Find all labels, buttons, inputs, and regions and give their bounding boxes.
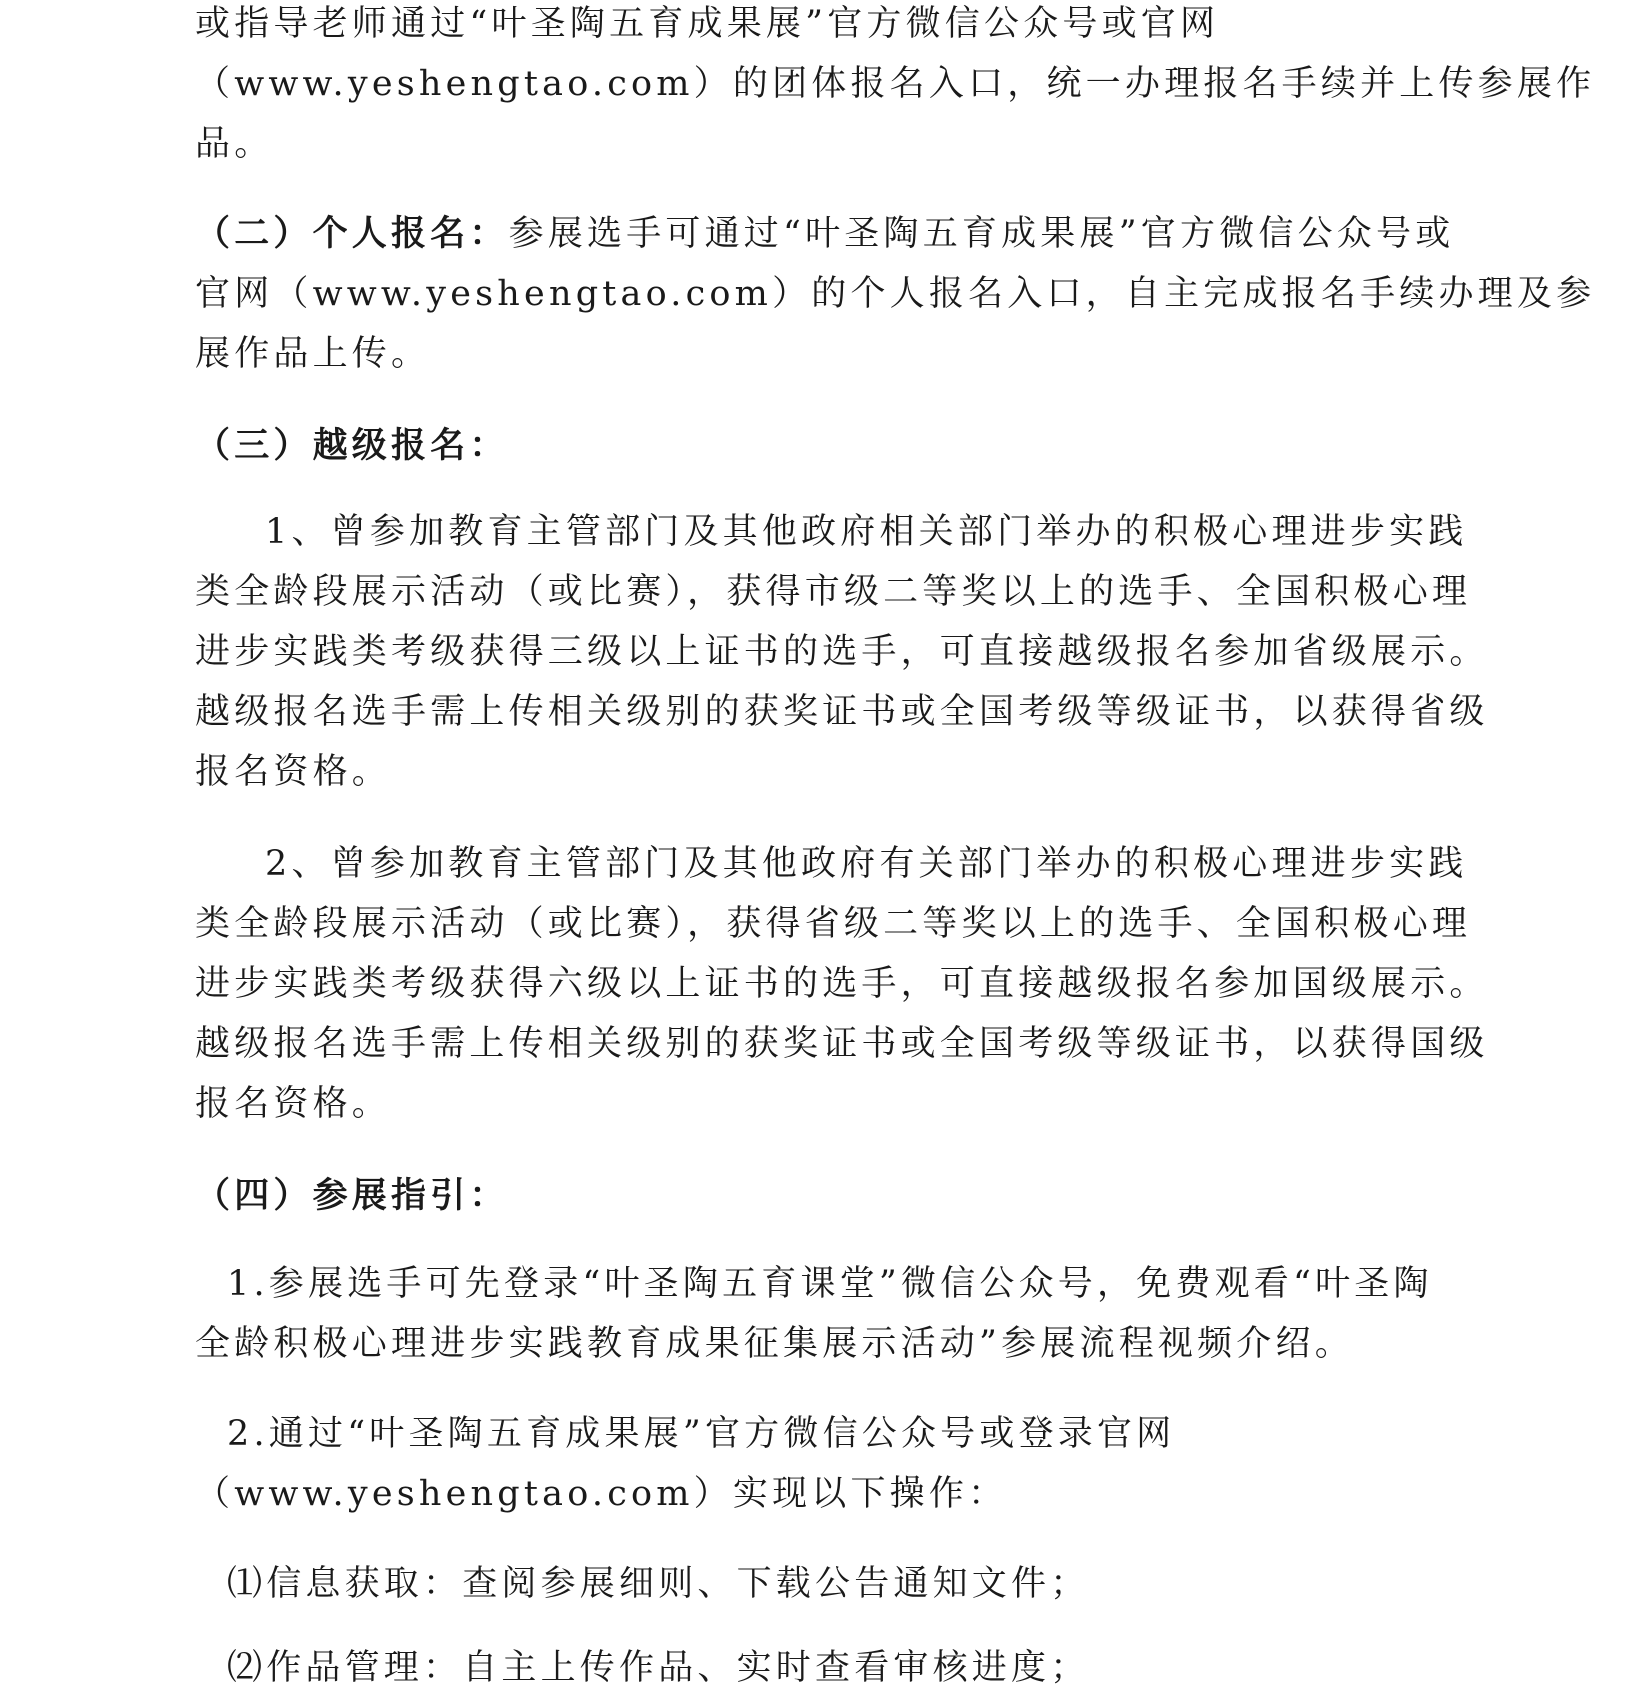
paragraph-line: 2、曾参加教育主管部门及其他政府有关部门举办的积极心理进步实践	[265, 844, 1468, 884]
list-item: ⑵作品管理：自主上传作品、实时查看审核进度；	[227, 1648, 1090, 1688]
paragraph-line: 1、曾参加教育主管部门及其他政府相关部门举办的积极心理进步实践	[265, 512, 1468, 552]
paragraph-line: 进步实践类考级获得三级以上证书的选手，可直接越级报名参加省级展示。	[195, 632, 1489, 672]
section-heading-skip-level: （三）越级报名：	[195, 425, 509, 466]
paragraph-line: 品。	[195, 124, 274, 164]
paragraph-line: 1.参展选手可先登录“叶圣陶五育课堂”微信公众号，免费观看“叶圣陶	[227, 1264, 1433, 1304]
paragraph-line: 或指导老师通过“叶圣陶五育成果展”官方微信公众号或官网	[195, 4, 1220, 44]
paragraph-line: 报名资格。	[195, 1084, 392, 1124]
paragraph-line: 类全龄段展示活动（或比赛），获得省级二等奖以上的选手、全国积极心理	[195, 904, 1472, 944]
section-heading-guidance: （四）参展指引：	[195, 1175, 509, 1216]
paragraph-line: （www.yeshengtao.com）的团体报名入口，统一办理报名手续并上传参展作	[195, 64, 1596, 104]
paragraph-line: 类全龄段展示活动（或比赛），获得市级二等奖以上的选手、全国积极心理	[195, 572, 1472, 612]
paragraph-line: 报名资格。	[195, 752, 392, 792]
paragraph-line: 2.通过“叶圣陶五育成果展”官方微信公众号或登录官网	[227, 1414, 1176, 1454]
paragraph-line: 进步实践类考级获得六级以上证书的选手，可直接越级报名参加国级展示。	[195, 964, 1489, 1004]
paragraph-line: 越级报名选手需上传相关级别的获奖证书或全国考级等级证书，以获得国级	[195, 1024, 1489, 1064]
paragraph-line: 展作品上传。	[195, 334, 431, 374]
paragraph-line: 越级报名选手需上传相关级别的获奖证书或全国考级等级证书，以获得省级	[195, 692, 1489, 732]
personal-registration-text: 参展选手可通过“叶圣陶五育成果展”官方微信公众号或	[508, 214, 1455, 254]
paragraph-line: 官网（www.yeshengtao.com）的个人报名入口，自主完成报名手续办理及参	[195, 274, 1596, 314]
list-item: ⑴信息获取：查阅参展细则、下载公告通知文件；	[227, 1564, 1090, 1604]
personal-registration-line	[195, 213, 1455, 254]
paragraph-line: （www.yeshengtao.com）实现以下操作：	[195, 1474, 1008, 1514]
paragraph-line: 全龄积极心理进步实践教育成果征集展示活动”参展流程视频介绍。	[195, 1324, 1354, 1364]
personal-registration-label: （二）个人报名：	[195, 213, 509, 254]
